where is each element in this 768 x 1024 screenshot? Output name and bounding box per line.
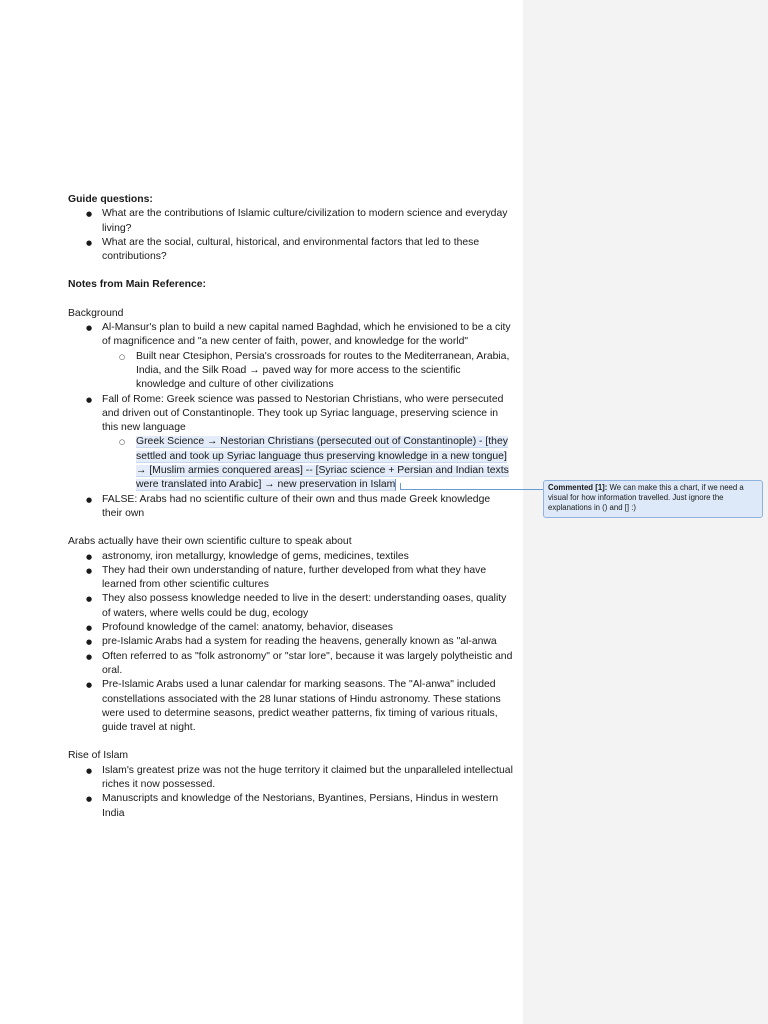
background-title: Background xyxy=(68,307,124,319)
list-item: ● Often referred to as "folk astronomy" or "star lore", because it was largely polytheistic and oral. xyxy=(68,650,513,679)
guide-question-2: ● What are the social, cultural, historical, and environmental factors that led to these contributions? xyxy=(68,236,513,265)
list-item: ● pre-Islamic Arabs had a system for reading the heavens, generally known as "al-anwa xyxy=(68,635,513,649)
guide-questions-list xyxy=(68,207,513,264)
guide-questions-heading: Guide questions: xyxy=(68,194,153,205)
background-item-al-mansur xyxy=(68,321,513,392)
list-item: ● Manuscripts and knowledge of the Nestorians, Byantines, Persians, Hindus in western India xyxy=(68,792,513,821)
rise-of-islam-list xyxy=(68,764,513,821)
document-body[interactable] xyxy=(68,193,513,821)
comment-connector-line xyxy=(400,489,543,490)
arabs-intro: Arabs actually have their own scientific culture to speak about xyxy=(68,536,352,548)
list-item: ● astronomy, iron metallurgy, knowledge of gems, medicines, textiles xyxy=(68,550,513,564)
background-sublist xyxy=(102,435,513,492)
arabs-list xyxy=(68,550,513,736)
commented-text-highlight[interactable]: Greek Science → Nestorian Christians (persecuted out of Constantinople) - [they settled and took up Syriac language thus preserving knowledge in a new tongue] → [Muslim armies conquered areas] -- [Syriac science + Persian and Indian texts were translated into Arabic] → new preservation in Islam xyxy=(136,436,509,491)
background-item-text: Fall of Rome: Greek science was passed to Nestorian Christians, who were persecuted and driven out of Constantinople. They took up Syriac language, preserving science in this new language xyxy=(102,393,504,434)
background-sublist xyxy=(102,350,513,393)
comment-author: Commented [1]: xyxy=(548,483,608,492)
list-item: ● Profound knowledge of the camel: anatomy, behavior, diseases xyxy=(68,621,513,635)
rise-of-islam-title: Rise of Islam xyxy=(68,750,129,762)
background-subitem-chain xyxy=(102,435,513,492)
background-item-text: Al-Mansur's plan to build a new capital named Baghdad, which he envisioned to be a city of magnificence and "a new center of faith, power, and knowledge for the world" xyxy=(102,322,511,348)
list-item: ● They also possess knowledge needed to live in the desert: understanding oases, quality of waters, where wells could be dug, ecology xyxy=(68,592,513,621)
background-subitem-ctesiphon: ○ Built near Ctesiphon, Persia's crossroads for routes to the Mediterranean, Arabia, India, and the Silk Road → paved way for more access to the scientific knowledge and culture of other civilizations xyxy=(102,350,513,393)
guide-question-1: ● What are the contributions of Islamic culture/civilization to modern science and everyday living? xyxy=(68,207,513,236)
list-item: ● Islam's greatest prize was not the huge territory it claimed but the unparalleled intellectual riches it now possessed. xyxy=(68,764,513,793)
comment-balloon[interactable] xyxy=(543,480,763,518)
background-item-false-claim: ● FALSE: Arabs had no scientific culture of their own and thus made Greek knowledge their own xyxy=(68,493,513,522)
comment-text: We can make this a chart, if we need a visual for how information travelled. Just ignore the explanations in () and [] :) xyxy=(548,483,744,513)
background-item-fall-of-rome xyxy=(68,393,513,493)
list-item: ● Pre-Islamic Arabs used a lunar calendar for marking seasons. The "Al-anwa" included constellations associated with the 28 lunar stations of Hindu astronomy. These stations were used to determine seasons, predict weather patterns, fix timing of various rituals, guide travel at night. xyxy=(68,678,513,735)
notes-heading: Notes from Main Reference: xyxy=(68,279,206,291)
list-item: ● They had their own understanding of nature, further developed from what they have learned from other scientific cultures xyxy=(68,564,513,593)
background-list xyxy=(68,321,513,521)
